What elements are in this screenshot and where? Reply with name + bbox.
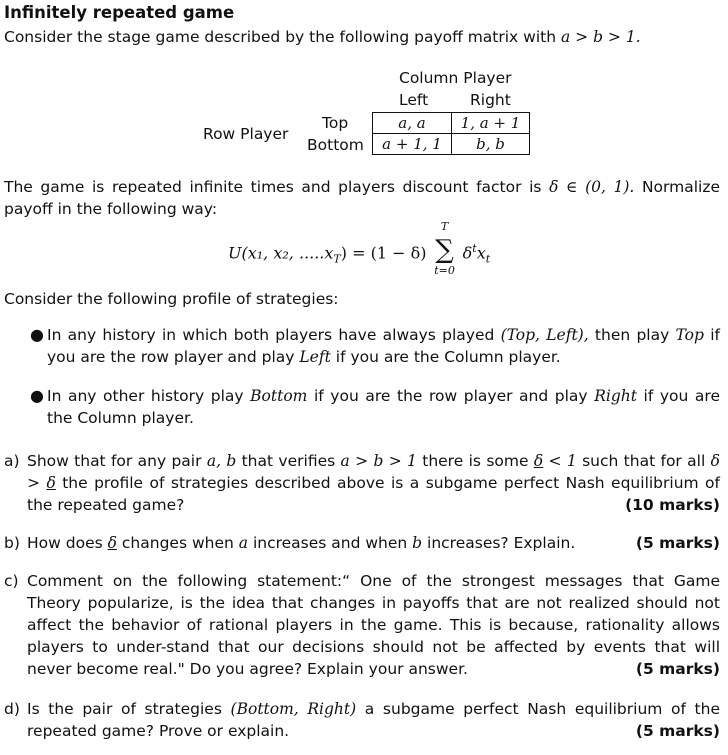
bullet1-text-1: In any history in which both players have always played xyxy=(47,326,495,344)
qb-math-a: a xyxy=(238,534,248,552)
intro-condition: a > b > 1. xyxy=(560,28,641,46)
bullet2-math-1: Bottom xyxy=(250,387,308,405)
bullet-icon: ● xyxy=(30,325,44,344)
qd-text-2: a subgame perfect Nash equilibrium of the repeated game? Prove or explain. xyxy=(27,700,720,740)
qa-text-5: the profile of strategies described above is a subgame perfect Nash equilibrium of the repeated game? xyxy=(27,474,720,514)
left-label: Left xyxy=(399,91,429,109)
formula-mid: ) = (1 − δ) xyxy=(340,243,427,263)
bullet1-math-3: Left xyxy=(299,348,331,366)
question-a xyxy=(4,450,720,516)
qb-text-1: How does xyxy=(27,534,103,552)
formula-delta-exp: t xyxy=(472,242,477,255)
formula-x-sub: t xyxy=(485,252,491,266)
qd-text-1: Is the pair of strategies xyxy=(27,700,222,718)
payoff-cell-top-right: 1, a + 1 xyxy=(452,113,530,134)
bullet1-text-4: if you are the Column player. xyxy=(335,348,561,366)
bullet2-text-1: In any other history play xyxy=(47,387,244,405)
bottom-label: Bottom xyxy=(307,136,364,154)
sigma-symbol: ∑ xyxy=(435,235,454,266)
qb-text-4: increases? Explain. xyxy=(427,534,576,552)
qb-text-2: changes when xyxy=(121,534,234,552)
top-label: Top xyxy=(322,114,349,132)
bullet2-text-3: if you are the Column player. xyxy=(47,387,720,427)
payoff-cell-bottom-left: a + 1, 1 xyxy=(373,134,452,155)
profile-intro: Consider the following profile of strategies: xyxy=(4,290,339,308)
qa-marks: (10 marks) xyxy=(625,496,720,514)
column-player-label: Column Player xyxy=(399,69,512,87)
bullet2-text-2: if you are the row player and play xyxy=(313,387,588,405)
right-label: Right xyxy=(470,91,511,109)
discount-paragraph xyxy=(4,176,720,220)
qb-marks: (5 marks) xyxy=(635,534,720,552)
discount-text: The game is repeated infinite times and players discount factor is xyxy=(4,178,542,196)
payoff-matrix xyxy=(372,112,530,155)
qa-math-2: a > b > 1 xyxy=(340,452,417,470)
qd-math-1: (Bottom, Right) xyxy=(230,700,357,718)
qc-text: Comment on the following statement:“ One of the strongest messages that Game Theory popularize, is the idea that changes in payoffs that are not realized should not affect the behavior of rational players in the game. This is because, rationality allows players to under-stand that our decisions should not be affected by events that will never become real." Do you agree? Explain your answer. xyxy=(27,572,720,678)
bullet-item-2 xyxy=(30,385,720,429)
sum-upper: T xyxy=(440,220,449,234)
qa-math-1: a, b xyxy=(206,452,237,470)
qb-math-b: b xyxy=(412,534,423,552)
utility-formula xyxy=(228,220,491,278)
qa-math-4: δ > xyxy=(27,452,720,492)
qb-delta-underbar: δ xyxy=(107,534,117,552)
payoff-cell-bottom-right: b, b xyxy=(452,134,530,155)
intro-text xyxy=(4,26,641,48)
qa-math-3b: < 1 xyxy=(548,452,577,470)
row-player-label: Row Player xyxy=(203,125,289,143)
payoff-cell-top-left: a, a xyxy=(373,113,452,134)
formula-x: x xyxy=(476,243,486,263)
bullet-item-1 xyxy=(30,324,720,368)
sum-lower: t=0 xyxy=(434,264,455,278)
qb-text-3: increases and when xyxy=(252,534,408,552)
intro-sentence: Consider the stage game described by the following payoff matrix with xyxy=(4,28,557,46)
bullet1-text-3: if you are the row player and play xyxy=(47,326,720,366)
qa-text-4: such that for all xyxy=(582,452,706,470)
bullet1-math-1: (Top, Left), xyxy=(500,326,589,344)
qa-delta-underbar-2: δ xyxy=(46,474,56,492)
question-d-label: d) xyxy=(4,700,20,718)
qa-text-2: that verifies xyxy=(241,452,336,470)
qa-text-3: there is some xyxy=(422,452,529,470)
question-a-label: a) xyxy=(4,452,20,470)
page-title: Infinitely repeated game xyxy=(4,3,235,22)
qc-marks: (5 marks) xyxy=(635,660,720,678)
formula-delta: δ xyxy=(462,243,473,263)
normalize-text: Normalize payoff in the following way: xyxy=(4,178,721,218)
qa-delta-underbar: δ xyxy=(533,452,544,470)
bullet1-text-2: then play xyxy=(594,326,670,344)
question-c xyxy=(4,570,720,680)
question-b xyxy=(4,532,720,554)
bullet2-math-2: Right xyxy=(594,387,637,405)
qa-text-1: Show that for any pair xyxy=(27,452,202,470)
qd-marks: (5 marks) xyxy=(635,722,720,740)
discount-range: δ ∈ (0, 1). xyxy=(549,178,635,196)
question-b-label: b) xyxy=(4,534,20,552)
formula-lhs-sub: T xyxy=(333,252,341,266)
bullet1-math-2: Top xyxy=(675,326,704,344)
question-d xyxy=(4,698,720,742)
formula-lhs: U(x₁, x₂, .....x xyxy=(228,243,334,263)
bullet-icon: ● xyxy=(30,386,44,405)
summation xyxy=(432,220,458,278)
question-c-label: c) xyxy=(4,572,19,590)
